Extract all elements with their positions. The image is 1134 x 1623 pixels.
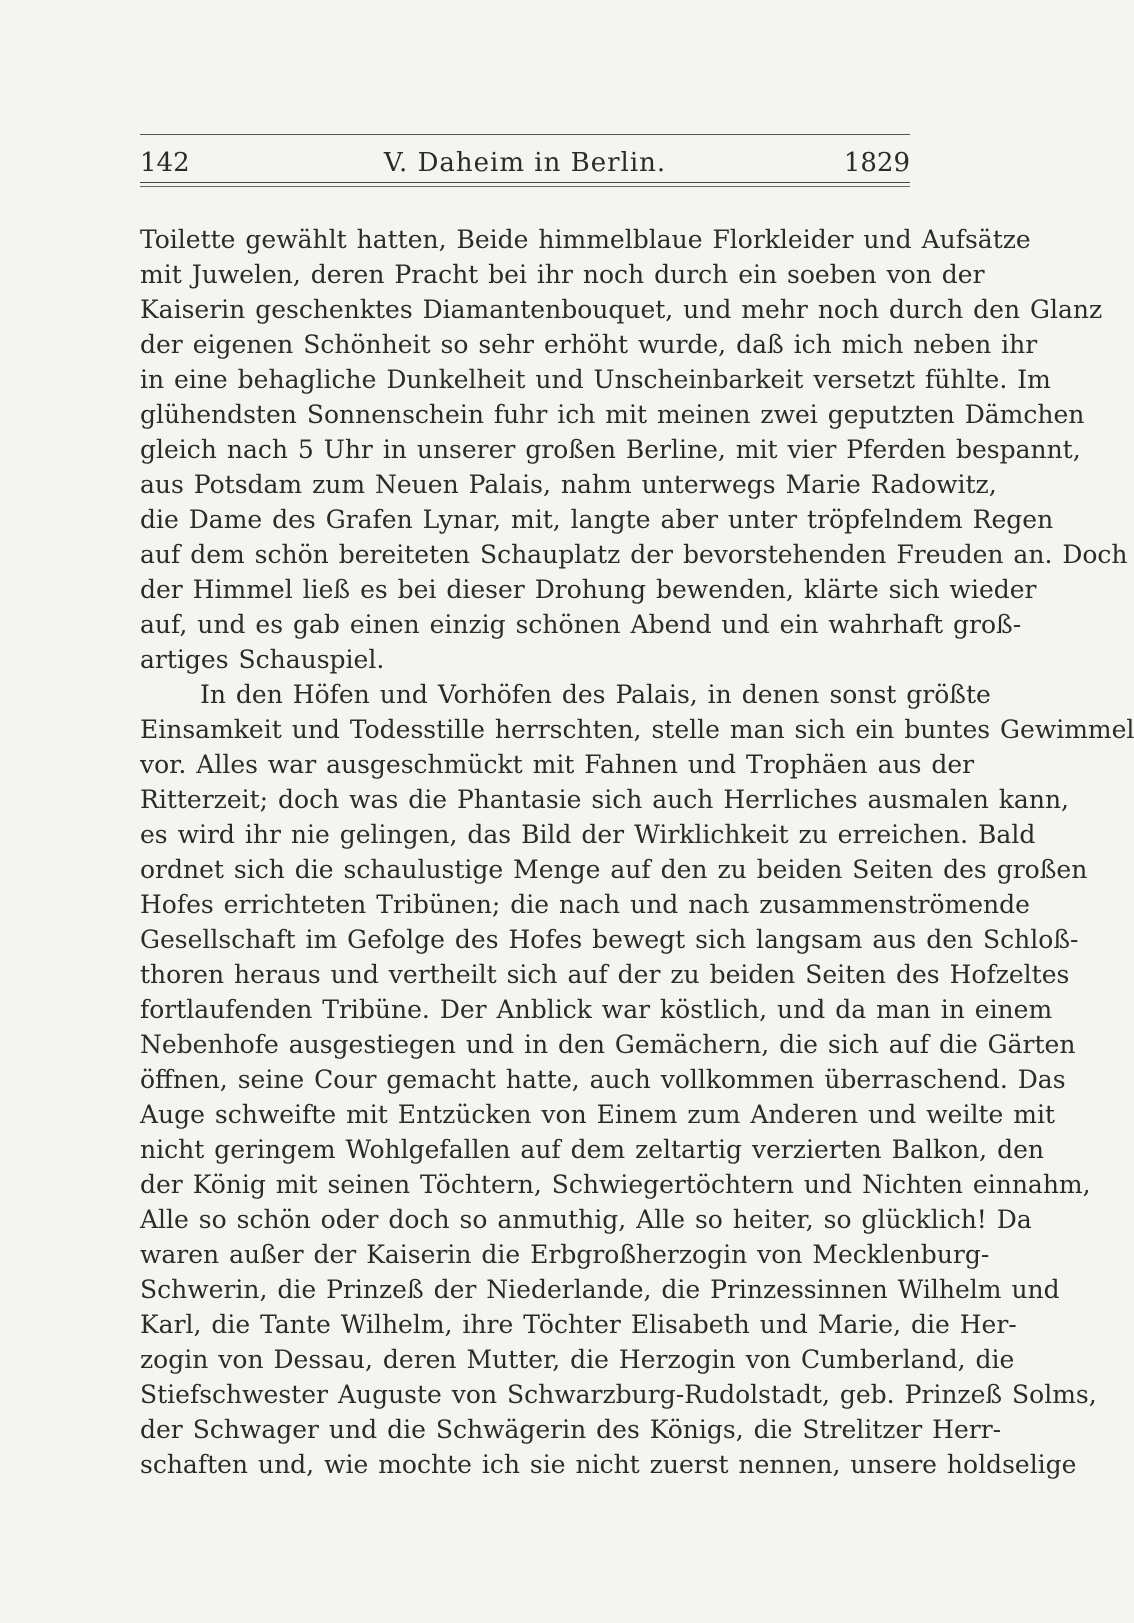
text-line: nicht geringem Wohlgefallen auf dem zeltartig verzierten Balkon, den: [140, 1135, 1044, 1164]
text-line: waren außer der Kaiserin die Erbgroßherzogin von Mecklenburg-: [140, 1240, 990, 1269]
text-line: Kaiserin geschenktes Diamantenbouquet, und mehr noch durch den Glanz: [140, 295, 1103, 324]
text-line: es wird ihr nie gelingen, das Bild der Wirklichkeit zu erreichen. Bald: [140, 820, 1036, 849]
text-line: glühendsten Sonnenschein fuhr ich mit meinen zwei geputzten Dämchen: [140, 400, 1085, 429]
header-year: 1829: [843, 148, 910, 178]
text-line: auf dem schön bereiteten Schauplatz der bevorstehenden Freuden an. Doch: [140, 540, 1128, 569]
text-line: mit Juwelen, deren Pracht bei ihr noch durch ein soeben von der: [140, 260, 985, 289]
text-line: zogin von Dessau, deren Mutter, die Herzogin von Cumberland, die: [140, 1345, 1015, 1374]
page-number: 142: [140, 148, 190, 178]
text-line-paragraph-end: artiges Schauspiel.: [140, 645, 385, 674]
text-line: Gesellschaft im Gefolge des Hofes bewegt sich langsam aus den Schloß-: [140, 925, 1079, 954]
running-title: V. Daheim in Berlin.: [383, 148, 667, 178]
text-line: Toilette gewählt hatten, Beide himmelblaue Florkleider und Aufsätze: [140, 225, 1031, 254]
text-line: Nebenhofe ausgestiegen und in den Gemächern, die sich auf die Gärten: [140, 1030, 1076, 1059]
text-line: Alle so schön oder doch so anmuthig, Alle so heiter, so glücklich! Da: [140, 1205, 1032, 1234]
text-line: ordnet sich die schaulustige Menge auf den zu beiden Seiten des großen: [140, 855, 1088, 884]
text-line: der König mit seinen Töchtern, Schwiegertöchtern und Nichten einnahm,: [140, 1170, 1091, 1199]
text-line: Einsamkeit und Todesstille herrschten, stelle man sich ein buntes Gewimmel: [140, 715, 1134, 744]
text-line-paragraph-start: In den Höfen und Vorhöfen des Palais, in denen sonst größte: [200, 680, 991, 709]
text-line: der Schwager und die Schwägerin des Königs, die Strelitzer Herr-: [140, 1415, 1002, 1444]
text-line: thoren heraus und vertheilt sich auf der zu beiden Seiten des Hofzeltes: [140, 960, 1070, 989]
header-rule-top: [140, 134, 910, 135]
text-line: der Himmel ließ es bei dieser Drohung bewenden, klärte sich wieder: [140, 575, 1037, 604]
text-line: gleich nach 5 Uhr in unserer großen Berline, mit vier Pferden bespannt,: [140, 435, 1081, 464]
text-line: Ritterzeit; doch was die Phantasie sich auch Herrliches ausmalen kann,: [140, 785, 1069, 814]
text-line: schaften und, wie mochte ich sie nicht zuerst nennen, unsere holdselige: [140, 1450, 1077, 1479]
text-line: Karl, die Tante Wilhelm, ihre Töchter Elisabeth und Marie, die Her-: [140, 1310, 1017, 1339]
header-rule-bottom: [140, 182, 910, 183]
text-line: öffnen, seine Cour gemacht hatte, auch vollkommen überraschend. Das: [140, 1065, 1066, 1094]
text-line: vor. Alles war ausgeschmückt mit Fahnen und Trophäen aus der: [140, 750, 975, 779]
text-line: fortlaufenden Tribüne. Der Anblick war köstlich, und da man in einem: [140, 995, 1053, 1024]
header-row: [140, 148, 910, 178]
text-line: Stiefschwester Auguste von Schwarzburg-Rudolstadt, geb. Prinzeß Solms,: [140, 1380, 1097, 1409]
text-line: Auge schweifte mit Entzücken von Einem zum Anderen und weilte mit: [140, 1100, 1055, 1129]
text-line: die Dame des Grafen Lynar, mit, langte aber unter tröpfelndem Regen: [140, 505, 1054, 534]
text-line: der eigenen Schönheit so sehr erhöht wurde, daß ich mich neben ihr: [140, 330, 1038, 359]
text-line: auf, und es gab einen einzig schönen Abend und ein wahrhaft groß-: [140, 610, 1022, 639]
text-line: Schwerin, die Prinzeß der Niederlande, die Prinzessinnen Wilhelm und: [140, 1275, 1060, 1304]
body-text: [140, 222, 1134, 1482]
text-line: aus Potsdam zum Neuen Palais, nahm unterwegs Marie Radowitz,: [140, 470, 997, 499]
page-header: [140, 130, 910, 190]
text-line: Hofes errichteten Tribünen; die nach und nach zusammenströmende: [140, 890, 1030, 919]
header-rule-bottom-double: [140, 186, 910, 187]
text-line: in eine behagliche Dunkelheit und Unscheinbarkeit versetzt fühlte. Im: [140, 365, 1051, 394]
